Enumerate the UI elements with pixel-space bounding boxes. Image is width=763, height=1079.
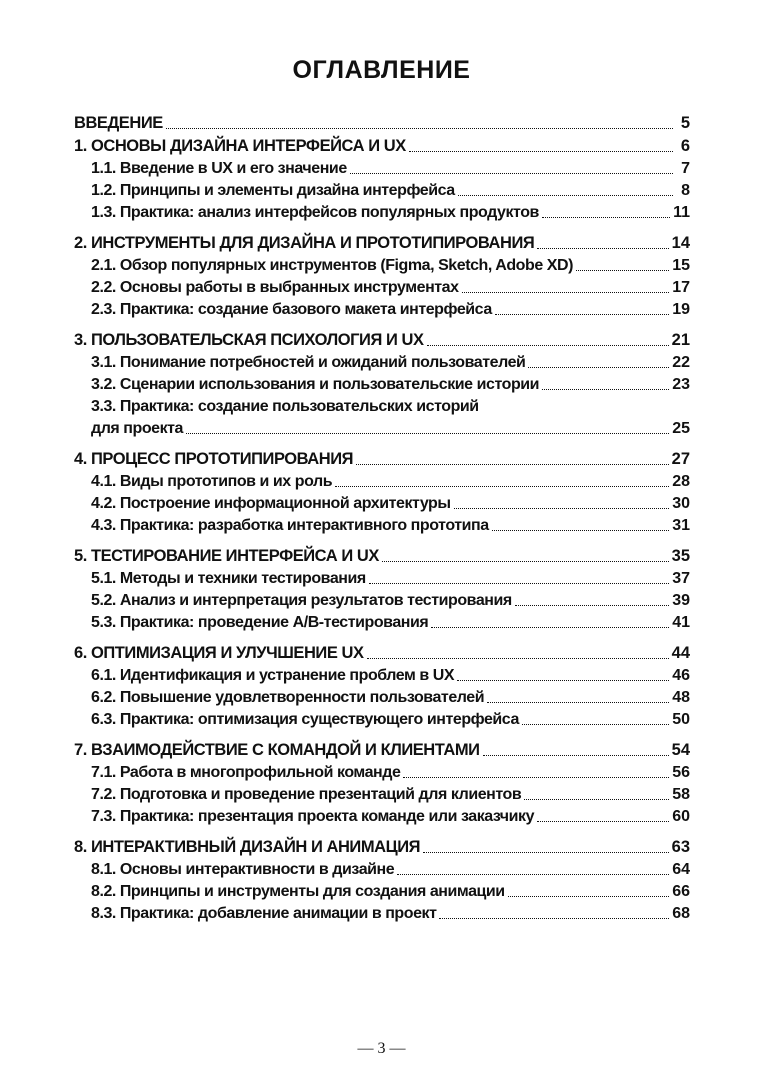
dot-leader — [462, 292, 670, 293]
toc-section-entry[interactable] — [74, 903, 690, 925]
toc-section-entry[interactable] — [74, 493, 690, 515]
toc-entry-label: 6.1. Идентификация и устранение проблем в UX — [91, 667, 455, 684]
toc-section-entry[interactable] — [74, 255, 690, 277]
toc-entry-page: 7 — [681, 160, 690, 177]
toc-entry-label: 3.2. Сценарии использования и пользовательские истории — [91, 376, 540, 393]
toc-entry-page: 44 — [671, 644, 690, 662]
dot-leader — [576, 270, 669, 271]
toc-entry-label: 7.2. Подготовка и проведение презентаций для клиентов — [91, 786, 522, 803]
toc-section-entry[interactable] — [74, 515, 690, 537]
toc-section-entry[interactable] — [74, 299, 690, 321]
toc-entry-label: 7.1. Работа в многопрофильной команде — [91, 764, 401, 781]
toc-entry-label: 6.3. Практика: оптимизация существующего интерфейса — [91, 711, 519, 728]
toc-entry-page: 63 — [671, 838, 690, 856]
toc-entry[interactable] — [74, 112, 690, 135]
toc-entry-page: 48 — [672, 689, 690, 706]
dot-leader — [524, 799, 669, 800]
toc-section-entry[interactable] — [74, 665, 690, 687]
toc-chapter — [74, 232, 690, 321]
dot-leader — [427, 345, 669, 346]
toc-entry-label: 2.1. Обзор популярных инструментов (Figma, Sketch, Adobe XD) — [91, 257, 573, 274]
dot-leader — [454, 508, 670, 509]
toc-entry-label: 5.3. Практика: проведение A/B-тестирования — [91, 614, 429, 631]
dot-leader — [423, 852, 669, 853]
toc-entry-label: 5.1. Методы и техники тестирования — [91, 570, 366, 587]
toc-entry-label: для проекта — [91, 420, 184, 437]
dot-leader — [458, 195, 673, 196]
toc-section-entry[interactable] — [74, 881, 690, 903]
dot-leader — [166, 128, 673, 129]
toc-entry-page: 31 — [672, 517, 690, 534]
dot-leader — [537, 821, 669, 822]
toc-entry-label: 1.2. Принципы и элементы дизайна интерфейса — [91, 182, 455, 199]
dot-leader — [369, 583, 669, 584]
toc-entry-label: 3.3. Практика: создание пользовательских историй — [91, 398, 479, 415]
toc-entry-page: 60 — [672, 808, 690, 825]
toc-entry-label: 3.1. Понимание потребностей и ожиданий пользователей — [91, 354, 526, 371]
toc-entry-label: 1.3. Практика: анализ интерфейсов популярных продуктов — [91, 204, 539, 221]
dot-leader — [356, 464, 669, 465]
dot-leader — [495, 314, 669, 315]
toc-entry-label: 8.1. Основы интерактивности в дизайне — [91, 861, 395, 878]
toc-entry-page: 41 — [672, 614, 690, 631]
toc-entry-label: 2. ИНСТРУМЕНТЫ ДЛЯ ДИЗАЙНА И ПРОТОТИПИРОВАНИЯ — [74, 234, 535, 252]
dot-leader — [367, 658, 669, 659]
dot-leader — [522, 724, 669, 725]
toc-entry-label: 2.3. Практика: создание базового макета интерфейса — [91, 301, 492, 318]
toc-section-entry[interactable] — [74, 784, 690, 806]
toc-entry-page: 5 — [680, 114, 690, 132]
dot-leader — [487, 702, 669, 703]
toc-section-entry[interactable] — [74, 202, 690, 224]
toc-entry-page: 11 — [673, 204, 690, 221]
toc-entry-label: 1.1. Введение в UX и его значение — [91, 160, 347, 177]
toc-entry-label: 1. ОСНОВЫ ДИЗАЙНА ИНТЕРФЕЙСА И UX — [74, 137, 406, 155]
page-title: ОГЛАВЛЕНИЕ — [292, 56, 471, 84]
toc-entry-page: 39 — [672, 592, 690, 609]
toc-section-entry[interactable] — [74, 859, 690, 881]
dot-leader — [515, 605, 669, 606]
toc-entry-page: 46 — [672, 667, 690, 684]
toc-chapter — [74, 739, 690, 828]
dot-leader — [382, 561, 669, 562]
toc-chapter — [74, 545, 690, 634]
toc-chapter — [74, 329, 690, 440]
toc-chapter — [74, 448, 690, 537]
toc-entry-page: 22 — [672, 354, 690, 371]
toc-entry-label: 7. ВЗАИМОДЕЙСТВИЕ С КОМАНДОЙ И КЛИЕНТАМИ — [74, 741, 480, 759]
toc-entry-page: 19 — [672, 301, 690, 318]
toc-entry-label: 4.2. Построение информационной архитектуры — [91, 495, 451, 512]
toc-section-entry[interactable] — [74, 471, 690, 493]
toc-entry-label: 3. ПОЛЬЗОВАТЕЛЬСКАЯ ПСИХОЛОГИЯ И UX — [74, 331, 424, 349]
toc-entry-label: 2.2. Основы работы в выбранных инструментах — [91, 279, 459, 296]
toc-entry-page: 50 — [672, 711, 690, 728]
toc-section-entry[interactable] — [74, 277, 690, 299]
toc-chapter — [74, 642, 690, 731]
toc-entry-page: 28 — [672, 473, 690, 490]
dot-leader — [457, 680, 669, 681]
toc-entry-label: 5. ТЕСТИРОВАНИЕ ИНТЕРФЕЙСА И UX — [74, 547, 379, 565]
toc-section-entry[interactable] — [74, 396, 690, 418]
dot-leader — [537, 248, 668, 249]
page-number: — 3 — — [357, 1040, 406, 1057]
toc-entry-page: 17 — [672, 279, 690, 296]
toc-entry-page: 30 — [672, 495, 690, 512]
toc-chapter-entry[interactable] — [74, 329, 690, 352]
toc-section-entry[interactable] — [74, 352, 690, 374]
dot-leader — [186, 433, 669, 434]
toc-entry-page: 66 — [672, 883, 690, 900]
toc-section-entry[interactable] — [74, 158, 690, 180]
dot-leader — [431, 627, 669, 628]
toc-chapter — [74, 135, 690, 224]
toc-entry-page: 8 — [681, 182, 690, 199]
toc-section-entry[interactable] — [74, 590, 690, 612]
toc-entry-page: 54 — [671, 741, 690, 759]
table-of-contents — [74, 112, 690, 925]
toc-entry-label: 4. ПРОЦЕСС ПРОТОТИПИРОВАНИЯ — [74, 450, 354, 468]
toc-entry-label: 6.2. Повышение удовлетворенности пользователей — [91, 689, 485, 706]
dot-leader — [542, 217, 670, 218]
dot-leader — [542, 389, 669, 390]
toc-entry-label: 8.2. Принципы и инструменты для создания анимации — [91, 883, 505, 900]
toc-entry-page: 68 — [672, 905, 690, 922]
toc-section-entry[interactable] — [74, 374, 690, 396]
toc-entry-page: 64 — [672, 861, 690, 878]
toc-chapter — [74, 836, 690, 925]
toc-entry-label: 5.2. Анализ и интерпретация результатов тестирования — [91, 592, 512, 609]
toc-entry-page: 56 — [672, 764, 690, 781]
toc-entry-page: 21 — [671, 331, 690, 349]
toc-entry-page: 15 — [672, 257, 690, 274]
toc-entry-page: 58 — [672, 786, 690, 803]
dot-leader — [439, 918, 669, 919]
toc-chapter-entry[interactable] — [74, 836, 690, 859]
toc-section-entry[interactable] — [74, 709, 690, 731]
toc-entry-label: 6. ОПТИМИЗАЦИЯ И УЛУЧШЕНИЕ UX — [74, 644, 364, 662]
toc-entry-label: 7.3. Практика: презентация проекта команде или заказчику — [91, 808, 535, 825]
toc-entry-page: 14 — [671, 234, 690, 252]
toc-entry-page: 35 — [671, 547, 690, 565]
dot-leader — [409, 151, 673, 152]
toc-chapter-entry[interactable] — [74, 739, 690, 762]
toc-entry-page: 25 — [672, 420, 690, 437]
toc-chapter-entry[interactable] — [74, 545, 690, 568]
toc-entry-label: 4.3. Практика: разработка интерактивного прототипа — [91, 517, 489, 534]
dot-leader — [483, 755, 669, 756]
toc-entry-page: 23 — [672, 376, 690, 393]
dot-leader — [492, 530, 670, 531]
toc-chapter-entry[interactable] — [74, 642, 690, 665]
toc-entry-label: 8.3. Практика: добавление анимации в проект — [91, 905, 437, 922]
toc-section-entry[interactable] — [74, 806, 690, 828]
dot-leader — [528, 367, 669, 368]
toc-chapter-entry[interactable] — [74, 232, 690, 255]
toc-entry-label: 4.1. Виды прототипов и их роль — [91, 473, 333, 490]
toc-section-entry[interactable] — [74, 568, 690, 590]
toc-entry-page: 37 — [672, 570, 690, 587]
dot-leader — [397, 874, 669, 875]
dot-leader — [350, 173, 673, 174]
toc-intro — [74, 112, 690, 135]
toc-entry-label: 8. ИНТЕРАКТИВНЫЙ ДИЗАЙН И АНИМАЦИЯ — [74, 838, 421, 856]
toc-section-entry[interactable] — [74, 180, 690, 202]
dot-leader — [335, 486, 669, 487]
toc-entry-page: 27 — [671, 450, 690, 468]
dot-leader — [508, 896, 670, 897]
toc-entry-label: ВВЕДЕНИЕ — [74, 114, 163, 132]
toc-section-entry[interactable] — [74, 612, 690, 634]
toc-section-entry[interactable] — [74, 762, 690, 784]
dot-leader — [403, 777, 669, 778]
toc-chapter-entry[interactable] — [74, 448, 690, 471]
toc-entry-page: 6 — [680, 137, 690, 155]
toc-section-entry-continued[interactable] — [74, 418, 690, 440]
toc-chapter-entry[interactable] — [74, 135, 690, 158]
toc-section-entry[interactable] — [74, 687, 690, 709]
